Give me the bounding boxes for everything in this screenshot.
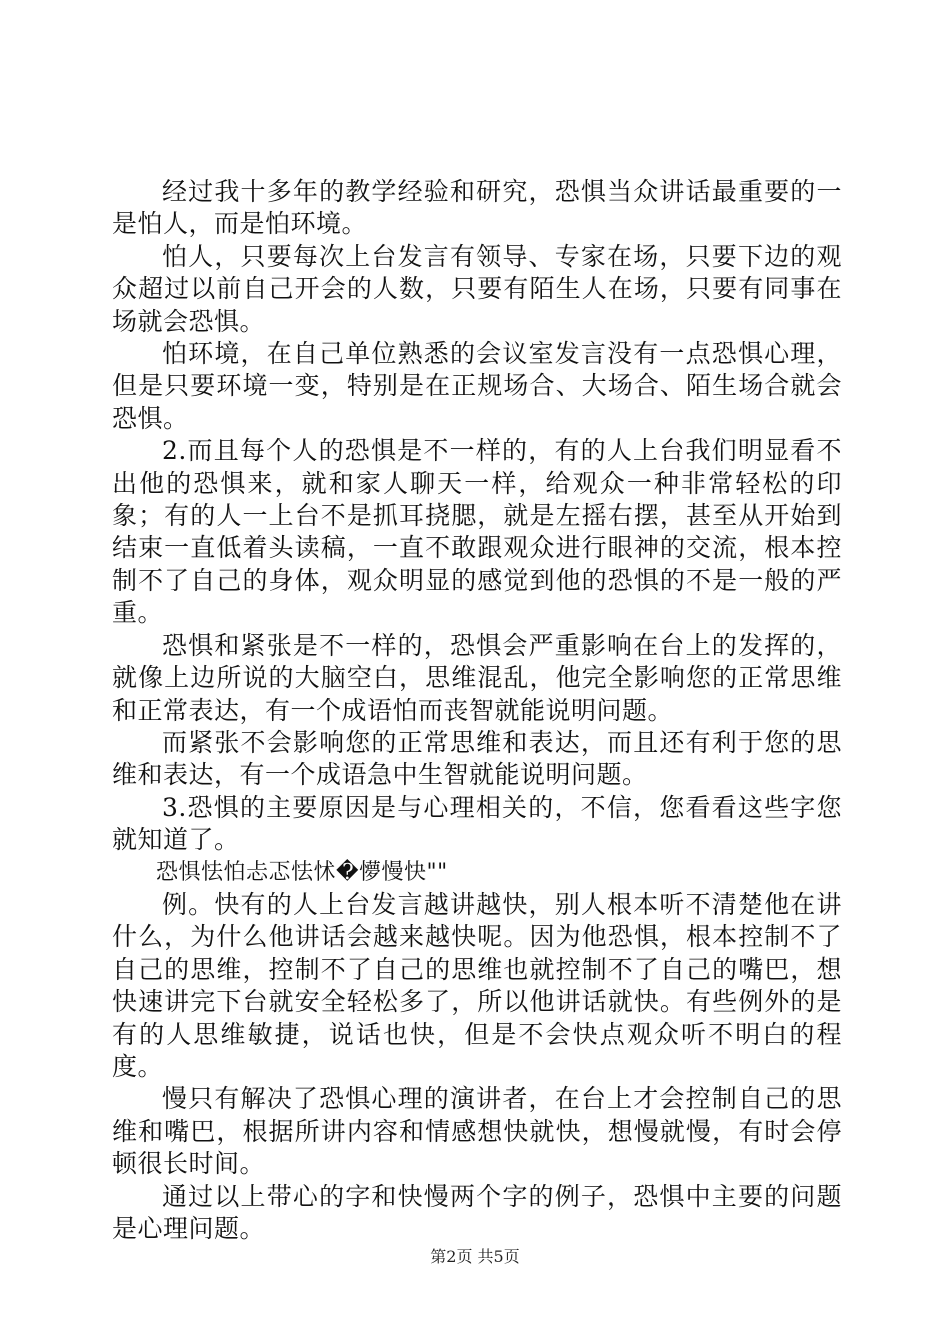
paragraph-fear-vs-nervous: 恐惧和紧张是不一样的，恐惧会严重影响在台上的发挥的，就像上边所说的大脑空白，思维混乱，他完全影响您的正常思维和正常表达，有一个成语怕而丧智就能说明问题。 <box>112 630 842 725</box>
paragraph-fear-environment: 怕环境，在自己单位熟悉的会议室发言没有一点恐惧心理，但是只要环境一变，特别是在正规场合、大场合、陌生场合就会恐惧。 <box>112 339 842 433</box>
paragraph-point-3: 3.恐惧的主要原因是与心理相关的，不信，您看看这些字您就知道了。 <box>112 792 842 855</box>
paragraph-point-2: 2.而且每个人的恐惧是不一样的，有的人上台我们明显看不出他的恐惧来，就和家人聊天一样，给观众一种非常轻松的印象；有的人一上台不是抓耳挠腮，就是左摇右摆，甚至从开始到结束一直低着头读稿，一直不敢跟观众进行眼神的交流，根本控制不了自己的身体，观众明显的感觉到他的恐惧的不是一般的严重。 <box>112 436 842 628</box>
paragraph-fear-people: 怕人，只要每次上台发言有领导、专家在场，只要下边的观众超过以前自己开会的人数，只要有陌生人在场，只要有同事在场就会恐惧。 <box>112 241 842 336</box>
paragraph-slow-example: 慢只有解决了恐惧心理的演讲者，在台上才会控制自己的思维和嘴巴，根据所讲内容和情感想快就快，想慢就慢，有时会停顿很长时间。 <box>112 1084 842 1179</box>
paragraph-nervous: 而紧张不会影响您的正常思维和表达，而且还有利于您的思维和表达，有一个成语急中生智就能说明问题。 <box>112 727 842 790</box>
paragraph-fear-intro: 经过我十多年的教学经验和研究，恐惧当众讲话最重要的一是怕人，而是怕环境。 <box>112 177 842 239</box>
paragraph-fast-example: 例。快有的人上台发言越讲越快，别人根本听不清楚他在讲什么，为什么他讲话会越来越快呢。因为他恐惧，根本控制不了自己的思维，控制不了自己的思维也就控制不了自己的嘴巴，想快速讲完下台就安全轻松多了，所以他讲话就快。有些例外的是有的人思维敏捷，说话也快，但是不会快点观众听不明白的程度。 <box>112 889 842 1081</box>
paragraph-conclusion: 通过以上带心的字和快慢两个字的例子，恐惧中主要的问题是心理问题。 <box>112 1181 842 1243</box>
paragraph-character-list: 恐惧怯怕忐忑怯怵�懜慢快"" <box>156 859 448 885</box>
document-body <box>112 176 842 1245</box>
page-number-footer: 第2页 共5页 <box>430 1247 520 1266</box>
